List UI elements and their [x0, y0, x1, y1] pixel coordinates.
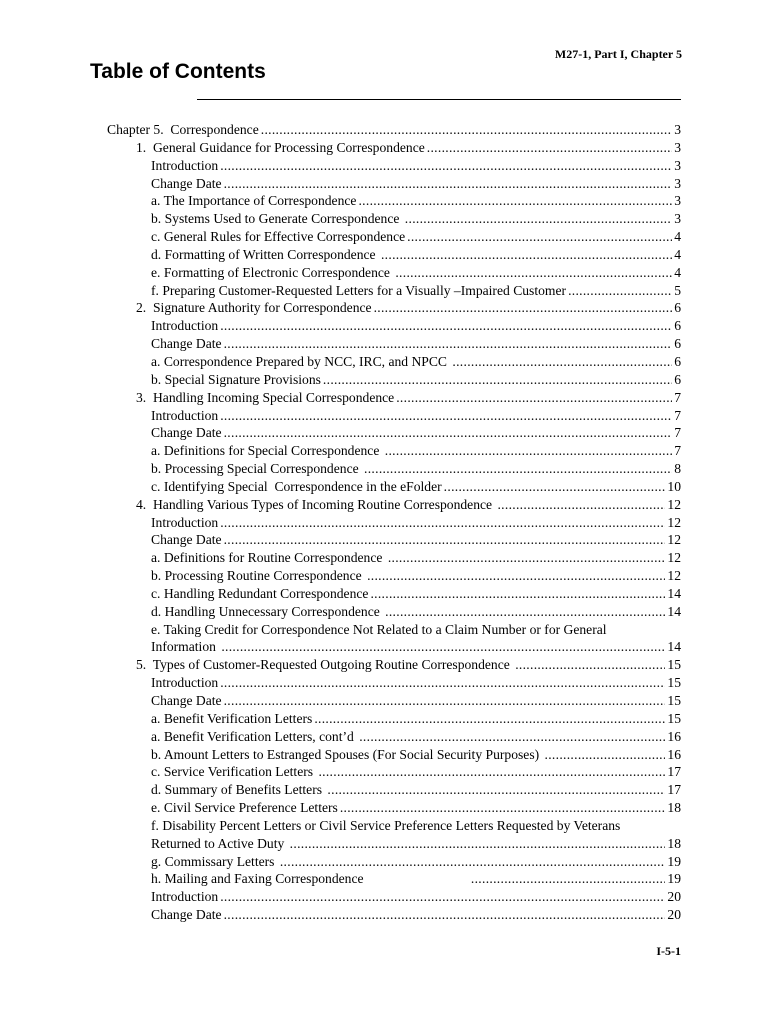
toc-entry-label: Information [151, 639, 220, 655]
dot-leader [396, 389, 672, 407]
toc-entry-label: 4. Handling Various Types of Incoming Routine Correspondence [136, 496, 496, 512]
toc-entry-label: d. Handling Unnecessary Correspondence [151, 603, 384, 619]
toc-entry[interactable] [0, 424, 770, 442]
dot-leader [220, 407, 672, 425]
toc-entry[interactable] [0, 478, 770, 496]
toc-entry[interactable] [0, 353, 770, 371]
toc-entry[interactable] [0, 496, 770, 514]
dot-leader [388, 549, 666, 567]
toc-entry[interactable] [0, 888, 770, 906]
toc-entry-label: g. Commissary Letters [151, 853, 278, 869]
toc-entry-page-number: 18 [667, 835, 681, 851]
toc-entry-page-number: 4 [674, 229, 681, 245]
toc-entry[interactable] [0, 567, 770, 585]
toc-entry-page-number: 7 [674, 407, 681, 423]
toc-entry-label: b. Special Signature Provisions [151, 371, 321, 387]
toc-entry-label: a. Definitions for Special Correspondence [151, 443, 383, 459]
toc-entry[interactable] [0, 692, 770, 710]
toc-entry-page-number: 6 [674, 371, 681, 387]
dot-leader [224, 531, 666, 549]
dot-leader [220, 157, 672, 175]
dot-leader [385, 603, 665, 621]
dot-leader [280, 853, 666, 871]
toc-entry[interactable] [0, 638, 770, 656]
toc-entry-label: e. Taking Credit for Correspondence Not Related to a Claim Number or for General [151, 621, 607, 637]
dot-leader [427, 139, 672, 157]
toc-entry-label: Returned to Active Duty [151, 835, 288, 851]
toc-entry[interactable] [0, 282, 770, 300]
toc-entry[interactable] [0, 335, 770, 353]
toc-entry-label: c. Identifying Special Correspondence in the eFolder [151, 478, 442, 494]
toc-entry[interactable] [0, 674, 770, 692]
toc-entry-label: c. Service Verification Letters [151, 764, 317, 780]
dot-leader [497, 496, 665, 514]
toc-entry[interactable] [0, 781, 770, 799]
dot-leader [515, 656, 665, 674]
toc-entry[interactable] [0, 906, 770, 924]
toc-entry-page-number: 15 [667, 675, 681, 691]
toc-entry-label: Change Date [151, 425, 222, 441]
toc-entry-page-number: 7 [674, 425, 681, 441]
toc-entry-page-number: 18 [667, 800, 681, 816]
toc-entry-label: 1. General Guidance for Processing Correspondence [136, 139, 425, 155]
dot-leader [220, 674, 665, 692]
dot-leader [220, 888, 665, 906]
toc-entry-label: Change Date [151, 907, 222, 923]
dot-leader [290, 835, 666, 853]
toc-entry-page-number: 14 [667, 585, 681, 601]
toc-entry-page-number: 15 [667, 710, 681, 726]
toc-entry-page-number: 14 [667, 603, 681, 619]
toc-entry-label: d. Formatting of Written Correspondence [151, 246, 379, 262]
toc-entry-label: Change Date [151, 175, 222, 191]
toc-entry-label: e. Civil Service Preference Letters [151, 800, 338, 816]
dot-leader [364, 460, 672, 478]
toc-entry-label: a. The Importance of Correspondence [151, 193, 357, 209]
toc-entry-page-number: 5 [674, 282, 681, 298]
toc-entry-label: c. General Rules for Effective Correspondence [151, 229, 406, 245]
toc-entry[interactable] [0, 246, 770, 264]
toc-entry[interactable] [0, 389, 770, 407]
toc-entry-label: Introduction [151, 514, 219, 530]
toc-entry-page-number: 12 [667, 532, 681, 548]
toc-entry-label: 2. Signature Authority for Correspondence [136, 300, 372, 316]
toc-entry-page-number: 3 [674, 157, 681, 173]
toc-entry[interactable] [0, 746, 770, 764]
dot-leader [340, 799, 666, 817]
toc-entry-page-number: 7 [674, 443, 681, 459]
toc-entry[interactable] [0, 710, 770, 728]
toc-entry-page-number: 3 [674, 211, 681, 227]
toc-entry-page-number: 12 [667, 514, 681, 530]
toc-entry-page-number: 7 [674, 389, 681, 405]
toc-entry[interactable] [0, 656, 770, 674]
toc-entry[interactable] [0, 371, 770, 389]
toc-entry-page-number: 12 [667, 550, 681, 566]
dot-leader [568, 282, 672, 300]
page-number: I-5-1 [656, 944, 681, 958]
dot-leader [314, 710, 665, 728]
dot-leader [471, 870, 666, 888]
dot-leader [444, 478, 666, 496]
toc-entry-wrap-line[interactable] [0, 817, 770, 835]
toc-entry-page-number: 6 [674, 318, 681, 334]
toc-entry-page-number: 16 [667, 728, 681, 744]
toc-entry-page-number: 17 [667, 782, 681, 798]
toc-entry-page-number: 6 [674, 336, 681, 352]
dot-leader [395, 264, 672, 282]
toc-entry-label: Chapter 5. Correspondence [107, 122, 259, 137]
dot-leader [407, 228, 672, 246]
toc-entry-label: f. Disability Percent Letters or Civil Service Preference Letters Requested by Veterans [151, 817, 621, 833]
toc-entry-label: 5. Types of Customer-Requested Outgoing Routine Correspondence [136, 657, 514, 673]
toc-entry-label: b. Amount Letters to Estranged Spouses (For Social Security Purposes) [151, 746, 543, 762]
toc-entry[interactable] [0, 728, 770, 746]
dot-leader [327, 781, 665, 799]
toc-entry[interactable] [0, 317, 770, 335]
toc-entry-label: Introduction [151, 675, 219, 691]
dot-leader [374, 299, 673, 317]
toc-entry[interactable] [0, 853, 770, 871]
dot-leader [318, 763, 665, 781]
toc-entry-label: Introduction [151, 157, 219, 173]
toc-entry[interactable] [0, 228, 770, 246]
toc-entry-label: c. Handling Redundant Correspondence [151, 585, 369, 601]
toc-entry[interactable] [0, 460, 770, 478]
dot-leader [385, 442, 672, 460]
toc-entry[interactable] [0, 192, 770, 210]
toc-entry-label: b. Systems Used to Generate Correspondence [151, 211, 403, 227]
toc-entry-page-number: 3 [674, 193, 681, 209]
toc-entry[interactable] [0, 799, 770, 817]
toc-entry-page-number: 15 [667, 657, 681, 673]
toc-entry[interactable] [0, 585, 770, 603]
toc-entry-label: Change Date [151, 693, 222, 708]
toc-entry[interactable] [0, 139, 770, 157]
toc-entry-page-number: 4 [674, 246, 681, 262]
toc-entry[interactable] [0, 549, 770, 567]
document-reference: M27-1, Part I, Chapter 5 [554, 47, 682, 61]
table-of-contents [0, 121, 770, 924]
toc-entry-page-number: 20 [667, 889, 681, 905]
toc-entry-label: Introduction [151, 318, 219, 334]
dot-leader [405, 210, 672, 228]
toc-entry-label: Change Date [151, 336, 222, 352]
toc-entry-page-number: 6 [674, 353, 681, 369]
toc-entry-page-number: 3 [674, 175, 681, 191]
toc-entry[interactable] [0, 870, 770, 888]
toc-entry-page-number: 14 [667, 639, 681, 655]
toc-entry-label: b. Processing Special Correspondence [151, 461, 363, 477]
dot-leader [220, 514, 665, 532]
toc-entry[interactable] [0, 514, 770, 532]
toc-entry[interactable] [0, 299, 770, 317]
toc-entry-wrap-line[interactable] [0, 621, 770, 639]
toc-entry[interactable] [0, 157, 770, 175]
toc-entry-page-number: 3 [674, 139, 681, 155]
toc-entry[interactable] [0, 442, 770, 460]
toc-entry-label: Introduction [151, 407, 219, 423]
page-title: Table of Contents [90, 60, 266, 83]
dot-leader [224, 335, 673, 353]
toc-entry-label: d. Summary of Benefits Letters [151, 782, 326, 798]
toc-entry[interactable] [0, 175, 770, 193]
toc-entry-label: h. Mailing and Faxing Correspondence [151, 871, 469, 887]
title-divider [197, 99, 681, 100]
toc-entry-page-number: 20 [667, 907, 681, 923]
toc-entry[interactable] [0, 407, 770, 425]
dot-leader [323, 371, 672, 389]
toc-entry-page-number: 17 [667, 764, 681, 780]
dot-leader [545, 746, 666, 764]
dot-leader [224, 175, 673, 193]
toc-entry[interactable] [0, 264, 770, 282]
toc-entry-page-number: 12 [667, 496, 681, 512]
dot-leader [224, 424, 673, 442]
dot-leader [381, 246, 672, 264]
toc-entry[interactable] [0, 210, 770, 228]
toc-entry-page-number: 8 [674, 461, 681, 477]
toc-entry-label: b. Processing Routine Correspondence [151, 568, 366, 584]
toc-entry-page-number: 6 [674, 300, 681, 316]
toc-entry[interactable] [0, 121, 770, 139]
dot-leader [224, 906, 666, 924]
toc-entry-page-number: 19 [667, 871, 681, 887]
toc-entry[interactable] [0, 763, 770, 781]
dot-leader [370, 585, 665, 603]
dot-leader [220, 317, 672, 335]
toc-entry-page-number: 3 [674, 122, 681, 137]
dot-leader [261, 121, 672, 139]
toc-entry[interactable] [0, 603, 770, 621]
toc-entry-page-number: 4 [674, 264, 681, 280]
toc-entry-label: e. Formatting of Electronic Correspondence [151, 264, 394, 280]
toc-entry-page-number: 10 [667, 478, 681, 494]
toc-entry-label: Introduction [151, 889, 219, 905]
dot-leader [221, 638, 665, 656]
toc-entry-label: 3. Handling Incoming Special Correspondence [136, 389, 395, 405]
toc-entry[interactable] [0, 531, 770, 549]
toc-entry-page-number: 16 [667, 746, 681, 762]
toc-entry-page-number: 15 [667, 693, 681, 708]
toc-entry-label: a. Definitions for Routine Correspondence [151, 550, 386, 566]
toc-entry[interactable] [0, 835, 770, 853]
toc-entry-label: a. Benefit Verification Letters [151, 710, 313, 726]
dot-leader [358, 192, 672, 210]
toc-entry-label: a. Benefit Verification Letters, cont’d [151, 728, 358, 744]
dot-leader [367, 567, 665, 585]
toc-entry-page-number: 19 [667, 853, 681, 869]
toc-entry-label: Change Date [151, 532, 222, 548]
dot-leader [224, 692, 666, 710]
dot-leader [359, 728, 665, 746]
dot-leader [452, 353, 672, 371]
toc-entry-label: a. Correspondence Prepared by NCC, IRC, and NPCC [151, 353, 451, 369]
toc-entry-page-number: 12 [667, 568, 681, 584]
toc-entry-label: f. Preparing Customer-Requested Letters for a Visually –Impaired Customer [151, 282, 567, 298]
